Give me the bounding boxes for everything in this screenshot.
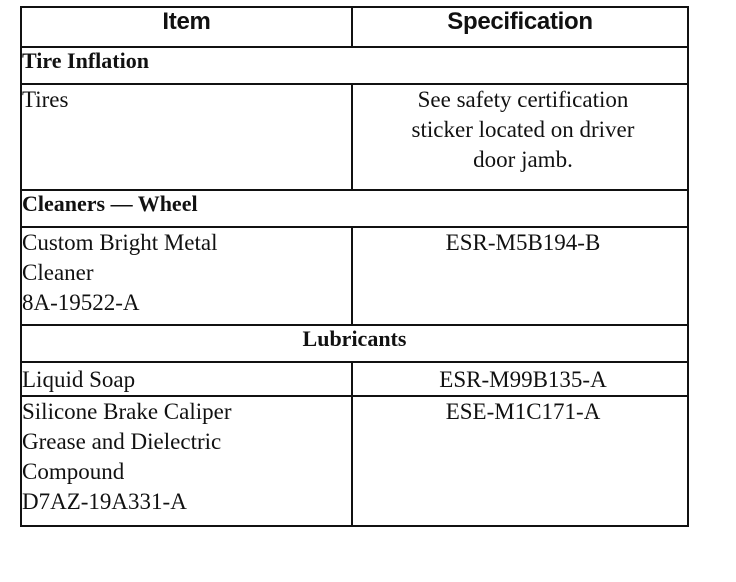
- item-text: Tires: [22, 87, 69, 112]
- item-cell-liquid-soap: [21, 362, 352, 396]
- section-row-cleaners-wheel: [21, 190, 688, 227]
- section-row-tire-inflation: [21, 47, 688, 84]
- spec-cell-silicone-grease: [352, 396, 688, 526]
- section-title-tire-inflation: Tire Inflation: [21, 47, 688, 84]
- section-title-lubricants: Lubricants: [21, 325, 688, 362]
- item-text: Liquid Soap: [22, 367, 136, 392]
- spec-text: ESE-M1C171-A: [445, 399, 601, 424]
- spec-cell-metal-cleaner: [352, 227, 688, 325]
- spec-text: ESR-M5B194-B: [445, 230, 601, 255]
- table-row-tires: [21, 84, 688, 190]
- spec-text: sticker located on driver: [411, 117, 635, 142]
- item-cell-tires: [21, 84, 352, 190]
- item-text: Compound: [22, 459, 125, 484]
- item-cell-metal-cleaner: [21, 227, 352, 325]
- specification-table: [20, 6, 689, 527]
- header-row: [21, 7, 688, 47]
- item-cell-silicone-grease: [21, 396, 352, 526]
- specification-column-header: Specification: [352, 7, 688, 47]
- section-row-lubricants: [21, 325, 688, 362]
- table-row-liquid-soap: [21, 362, 688, 396]
- spec-text: ESR-M99B135-A: [439, 367, 607, 392]
- spec-cell-tires: [352, 84, 688, 190]
- item-text: Grease and Dielectric: [22, 429, 222, 454]
- item-column-header: Item: [21, 7, 352, 47]
- section-title-cleaners-wheel: Cleaners — Wheel: [21, 190, 688, 227]
- table-row-silicone-grease: [21, 396, 688, 526]
- spec-cell-liquid-soap: [352, 362, 688, 396]
- spec-text: See safety certification: [417, 87, 629, 112]
- item-text: Custom Bright Metal: [22, 230, 218, 255]
- table-row-metal-cleaner: [21, 227, 688, 325]
- item-text: Silicone Brake Caliper: [22, 399, 232, 424]
- spec-text: door jamb.: [473, 147, 573, 172]
- item-text: Cleaner: [22, 260, 94, 285]
- item-part-number: D7AZ-19A331-A: [22, 489, 187, 514]
- item-part-number: 8A-19522-A: [22, 290, 140, 315]
